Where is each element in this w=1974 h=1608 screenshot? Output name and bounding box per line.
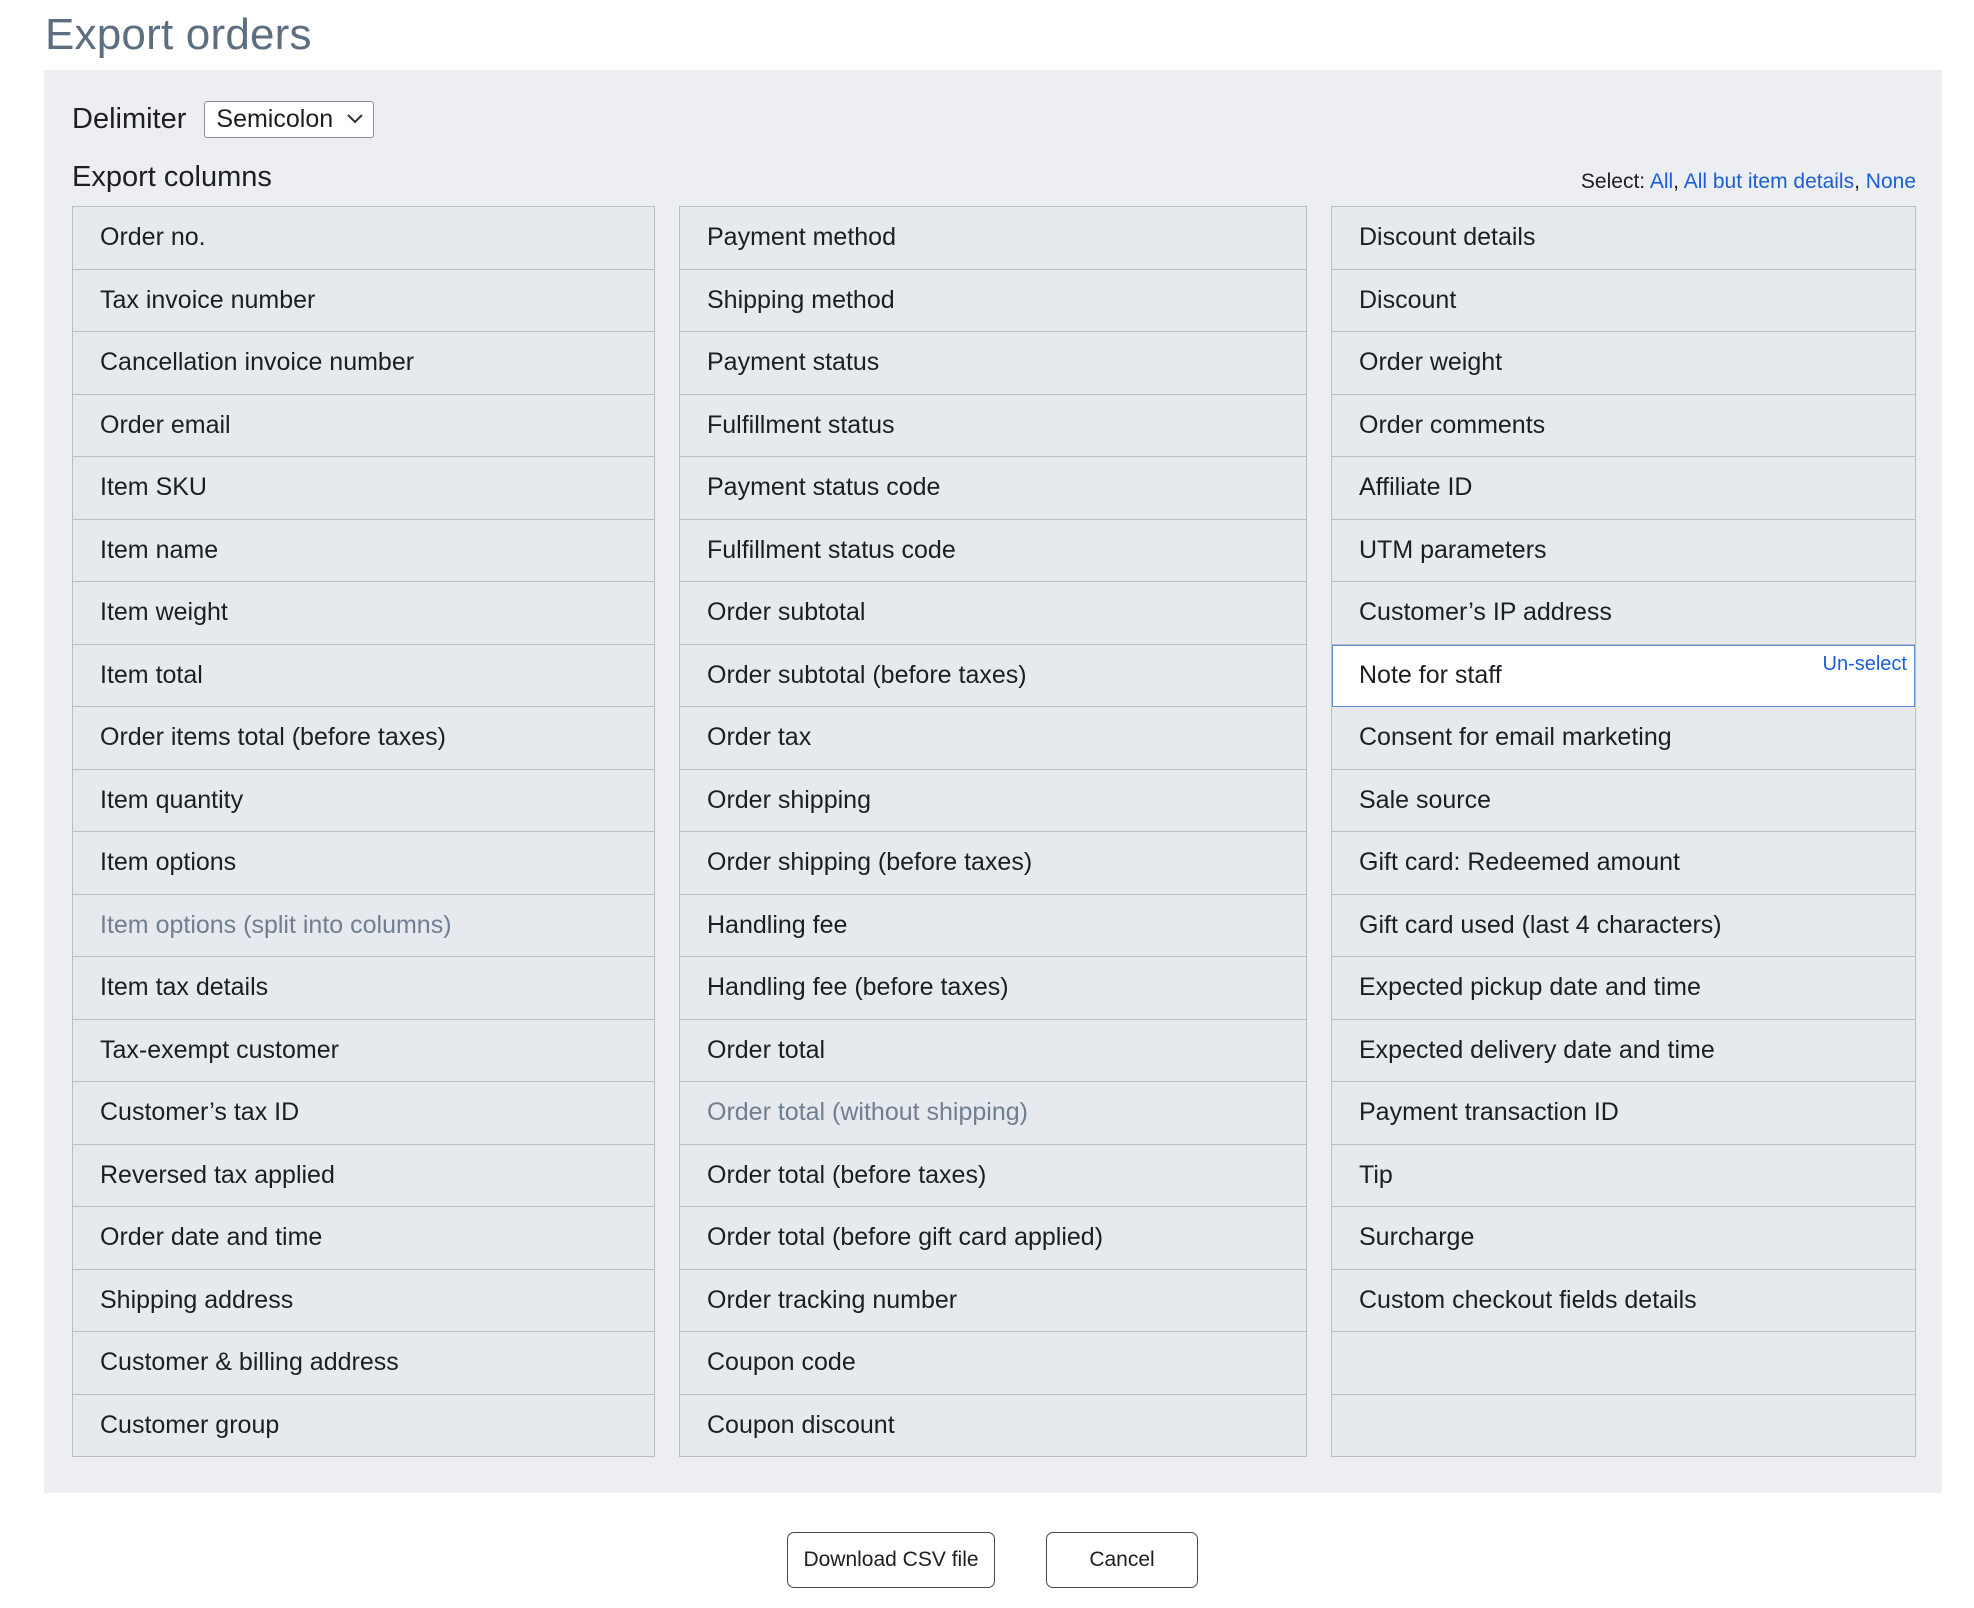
page-title: Export orders: [45, 10, 312, 59]
export-column-option[interactable]: [1332, 332, 1915, 395]
export-column-option[interactable]: [680, 895, 1306, 958]
export-column-option-label: Reversed tax applied: [100, 1160, 335, 1189]
export-column-option-label: Payment status: [707, 348, 880, 377]
export-column-option[interactable]: [1332, 895, 1915, 958]
delimiter-label: Delimiter: [72, 103, 187, 135]
export-column-option-label: Order email: [100, 410, 231, 439]
export-column-option[interactable]: [680, 1207, 1306, 1270]
export-column-option-label: Order total (before gift card applied): [707, 1223, 1104, 1252]
export-column-empty-cell: [1332, 1395, 1915, 1458]
export-column-option[interactable]: [1332, 770, 1915, 833]
export-column-option-label: Order tax: [707, 723, 812, 752]
export-column-option-label: Tax-exempt customer: [100, 1035, 339, 1064]
export-column-option-label: Shipping method: [707, 285, 895, 314]
export-column-option-label: Cancellation invoice number: [100, 348, 415, 377]
export-column-option[interactable]: [1332, 395, 1915, 458]
export-column-group-2: [679, 206, 1307, 1457]
export-column-option[interactable]: [1332, 1207, 1915, 1270]
export-column-option-label: Shipping address: [100, 1285, 294, 1314]
export-column-option-label: Order shipping: [707, 785, 871, 814]
export-column-option[interactable]: [73, 457, 654, 520]
export-column-option[interactable]: [680, 1332, 1306, 1395]
export-column-option-label: Expected pickup date and time: [1359, 973, 1701, 1002]
export-column-option-label: Surcharge: [1359, 1223, 1475, 1252]
export-column-option-label: Order tracking number: [707, 1285, 958, 1314]
export-columns-heading: Export columns: [72, 161, 272, 193]
export-column-option-label: Item quantity: [100, 785, 244, 814]
export-column-option-label: Order total (without shipping): [707, 1098, 1028, 1127]
export-column-option[interactable]: [73, 770, 654, 833]
export-column-option[interactable]: [73, 707, 654, 770]
cancel-button[interactable]: Cancel: [1046, 1532, 1198, 1588]
export-column-option-label: Customer’s IP address: [1359, 598, 1612, 627]
export-column-option-label: Order date and time: [100, 1223, 323, 1252]
export-column-option-label: Handling fee (before taxes): [707, 973, 1009, 1002]
export-column-option-label: Order total: [707, 1035, 826, 1064]
export-column-option[interactable]: [1332, 1082, 1915, 1145]
select-separator: ,: [1673, 170, 1679, 193]
export-column-option-label: Discount: [1359, 285, 1457, 314]
export-column-option[interactable]: [1332, 707, 1915, 770]
export-column-option-label: Sale source: [1359, 785, 1492, 814]
export-column-option[interactable]: [73, 1082, 654, 1145]
export-column-option-label: Item options (split into columns): [100, 910, 452, 939]
export-column-option[interactable]: [1332, 457, 1915, 520]
export-column-option[interactable]: [73, 957, 654, 1020]
export-column-option-label: Item total: [100, 660, 203, 689]
export-column-option-label: Order comments: [1359, 410, 1546, 439]
export-column-option[interactable]: [73, 270, 654, 333]
delimiter-value: Semicolon: [216, 105, 334, 133]
export-column-option-label: Customer & billing address: [100, 1348, 399, 1377]
unselect-link[interactable]: Un-select: [1822, 652, 1907, 675]
export-column-option[interactable]: [73, 895, 654, 958]
export-column-option-label: Item SKU: [100, 473, 207, 502]
export-column-option-label: Customer group: [100, 1411, 280, 1440]
export-column-option-label: Handling fee: [707, 910, 848, 939]
export-column-option-label: Order subtotal: [707, 598, 866, 627]
select-links: [1581, 170, 1916, 194]
export-column-option[interactable]: [1332, 957, 1915, 1020]
export-column-option[interactable]: [680, 457, 1306, 520]
export-column-empty-cell: [1332, 1332, 1915, 1395]
export-column-option-label: Item name: [100, 535, 219, 564]
export-column-option[interactable]: [680, 1145, 1306, 1208]
export-column-option[interactable]: [1332, 1145, 1915, 1208]
export-column-option[interactable]: [680, 270, 1306, 333]
delimiter-select[interactable]: [204, 101, 374, 138]
export-settings-panel: [44, 70, 1942, 1493]
export-column-option-label: Order items total (before taxes): [100, 723, 446, 752]
export-column-option-label: Payment transaction ID: [1359, 1098, 1619, 1127]
export-column-option-label: Payment method: [707, 223, 896, 252]
export-column-option[interactable]: [1332, 832, 1915, 895]
select-none-link[interactable]: None: [1865, 170, 1916, 193]
export-column-option[interactable]: [1332, 520, 1915, 583]
export-column-option[interactable]: [73, 1145, 654, 1208]
export-column-option[interactable]: [1332, 645, 1915, 708]
export-column-option-label: Expected delivery date and time: [1359, 1035, 1715, 1064]
export-columns-grid: [72, 206, 1916, 1457]
export-column-option[interactable]: [680, 832, 1306, 895]
export-column-option-label: Fulfillment status: [707, 410, 895, 439]
export-column-option-label: Note for staff: [1359, 660, 1502, 689]
export-column-option[interactable]: [73, 645, 654, 708]
export-column-option[interactable]: [1332, 1020, 1915, 1083]
export-column-option-label: Tax invoice number: [100, 285, 316, 314]
export-column-option-label: Fulfillment status code: [707, 535, 956, 564]
chevron-down-icon: [346, 109, 364, 130]
export-column-option-label: Item tax details: [100, 973, 269, 1002]
export-column-option[interactable]: [680, 957, 1306, 1020]
export-column-option[interactable]: [680, 582, 1306, 645]
export-column-option-label: Item weight: [100, 598, 228, 627]
export-column-option-label: UTM parameters: [1359, 535, 1547, 564]
export-column-option-label: Item options: [100, 848, 237, 877]
export-column-group-3: [1331, 206, 1916, 1457]
delimiter-row: [72, 101, 374, 138]
export-column-option[interactable]: [680, 1270, 1306, 1333]
export-column-option[interactable]: [680, 770, 1306, 833]
export-column-option[interactable]: [680, 395, 1306, 458]
export-column-option-label: Custom checkout fields details: [1359, 1285, 1697, 1314]
export-column-option-label: Order shipping (before taxes): [707, 848, 1033, 877]
select-all-but-item-details-link[interactable]: All but item details: [1683, 170, 1855, 193]
export-column-option[interactable]: [1332, 270, 1915, 333]
export-column-option[interactable]: [73, 395, 654, 458]
export-column-option[interactable]: [1332, 207, 1915, 270]
export-column-option[interactable]: [73, 1270, 654, 1333]
export-column-option[interactable]: [680, 1020, 1306, 1083]
export-column-option-label: Payment status code: [707, 473, 941, 502]
export-column-option[interactable]: [73, 1332, 654, 1395]
export-column-option[interactable]: [73, 832, 654, 895]
export-column-option-label: Coupon code: [707, 1348, 856, 1377]
export-column-option-label: Affiliate ID: [1359, 473, 1473, 502]
select-all-link[interactable]: All: [1649, 170, 1674, 193]
export-column-option[interactable]: [73, 1020, 654, 1083]
export-column-option-label: Coupon discount: [707, 1411, 895, 1440]
export-column-option[interactable]: [680, 520, 1306, 583]
export-column-option-label: Order no.: [100, 223, 206, 252]
export-column-option[interactable]: [680, 332, 1306, 395]
export-column-option-label: Order subtotal (before taxes): [707, 660, 1027, 689]
download-csv-button[interactable]: Download CSV file: [787, 1532, 995, 1588]
export-column-option[interactable]: [680, 1082, 1306, 1145]
export-column-option-label: Tip: [1359, 1160, 1393, 1189]
export-column-group-1: [72, 206, 655, 1457]
export-column-option[interactable]: [73, 1395, 654, 1458]
export-column-option[interactable]: [680, 1395, 1306, 1458]
export-column-option-label: Discount details: [1359, 223, 1536, 252]
export-column-option[interactable]: [73, 582, 654, 645]
export-column-option-label: Gift card used (last 4 characters): [1359, 910, 1722, 939]
export-column-option[interactable]: [1332, 1270, 1915, 1333]
export-column-option[interactable]: [680, 645, 1306, 708]
export-column-option[interactable]: [73, 332, 654, 395]
export-column-option[interactable]: [73, 520, 654, 583]
select-separator: ,: [1854, 170, 1860, 193]
export-column-option[interactable]: [680, 707, 1306, 770]
export-column-option-label: Gift card: Redeemed amount: [1359, 848, 1680, 877]
export-column-option-label: Order total (before taxes): [707, 1160, 987, 1189]
export-column-option-label: Order weight: [1359, 348, 1503, 377]
export-column-option[interactable]: [680, 207, 1306, 270]
select-prefix: Select:: [1580, 170, 1646, 193]
export-column-option[interactable]: [1332, 582, 1915, 645]
export-column-option-label: Consent for email marketing: [1359, 723, 1672, 752]
export-column-option-label: Customer’s tax ID: [100, 1098, 300, 1127]
export-column-option[interactable]: [73, 207, 654, 270]
export-column-option[interactable]: [73, 1207, 654, 1270]
